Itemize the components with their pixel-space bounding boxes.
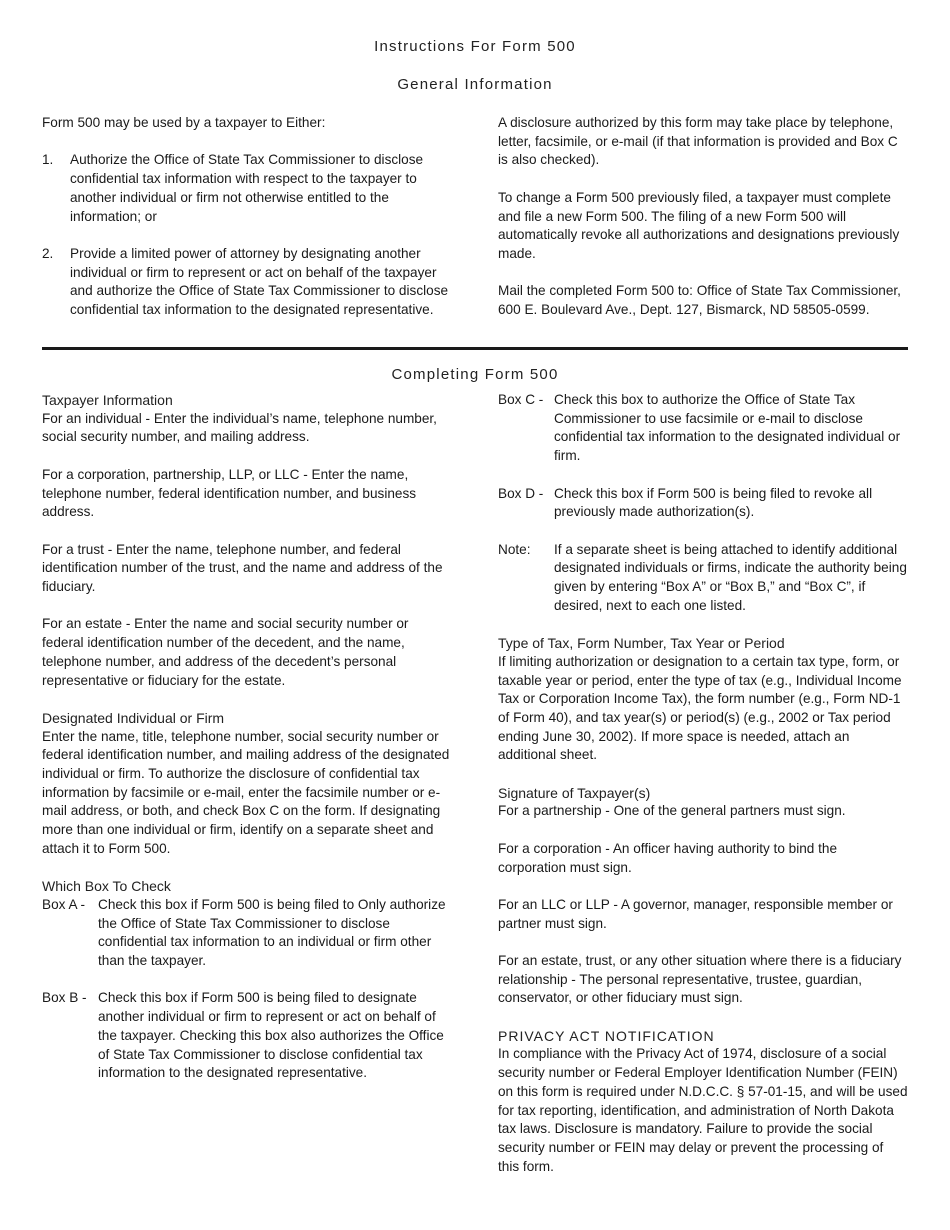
taxpayer-individual: For an individual - Enter the individual’s name, telephone number, social security number, and mailing address. (42, 410, 437, 445)
which-box-heading: Which Box To Check (42, 878, 171, 895)
general-left-column (42, 114, 452, 338)
box-d-item (498, 485, 908, 522)
box-d-text: Check this box if Form 500 is being filed to revoke all previously made authorization(s). (554, 485, 873, 520)
taxpayer-estate: For an estate - Enter the name and social security number or federal identification number of the decedent, and the name, telephone number, and address of the decedent’s personal representative or fiduciary for the estate. (42, 616, 409, 688)
taxpayer-info-heading: Taxpayer Information (42, 392, 173, 408)
signature-partnership: For a partnership - One of the general partners must sign. (498, 803, 846, 819)
box-c-item (498, 391, 908, 466)
signature-corporation: For a corporation - An officer having authority to bind the corporation must sign. (498, 840, 838, 875)
general-intro: Form 500 may be used by a taxpayer to Either: (42, 115, 326, 130)
privacy-heading: PRIVACY ACT NOTIFICATION (498, 1027, 715, 1044)
type-of-tax-text: If limiting authorization or designation to a certain tax type, form, or taxable year or period, enter the type of tax (e.g., Individual Income Tax or Corporation Income Tax), the form number (e.g., Form ND-1 of Form 40), and tax year(s) or period(s) (e.g., 2002 or Tax period ending June 30, 2002). If more space is needed, attach an additional sheet. (498, 653, 902, 763)
taxpayer-corporation: For a corporation, partnership, LLP, or LLC - Enter the name, telephone number, federal identification number, and business address. (42, 466, 417, 520)
item-number: 1. (42, 152, 54, 168)
mail-paragraph: Mail the completed Form 500 to: Office of State Tax Commissioner, 600 E. Boulevard Ave., Dept. 127, Bismarck, ND 58505-0599. (498, 283, 901, 317)
numbered-item (42, 245, 452, 320)
box-b-label: Box B - (42, 990, 87, 1006)
general-right-column (498, 114, 908, 338)
completing-right-column (498, 391, 908, 1195)
box-d-label: Box D - (498, 485, 544, 501)
box-a-label: Box A - (42, 896, 86, 912)
note-text: If a separate sheet is being attached to identify additional designated individuals or firms, indicate the authority being given by entering “Box A” or “Box B,” and “Box C”, if desired, next to each one listed. (554, 541, 907, 613)
signature-estate: For an estate, trust, or any other situation where there is a fiduciary relationship - The personal representative, trustee, guardian, conservator, or other fiduciary must sign. (498, 952, 902, 1006)
type-of-tax-heading: Type of Tax, Form Number, Tax Year or Period (498, 635, 785, 652)
page-title: Instructions For Form 500 (374, 38, 576, 55)
box-b-item (42, 989, 452, 1083)
section-divider (42, 347, 908, 350)
signature-llc: For an LLC or LLP - A governor, manager, responsible member or partner must sign. (498, 896, 893, 931)
note-label: Note: (498, 541, 531, 557)
change-form-paragraph: To change a Form 500 previously filed, a taxpayer must complete and file a new Form 500. The filing of a new Form 500 will automatically revoke all authorizations and designations previously made. (498, 189, 900, 261)
privacy-text: In compliance with the Privacy Act of 1974, disclosure of a social security number or Federal Employer Identification Number (FEIN) on this form is required under N.D.C.C. § 57-01-15, and will be used for tax reporting, identification, and administration of North Dakota tax laws. Disclosure is mandatory. Failure to provide the social security number or FEIN may delay or prevent the processing of this form. (498, 1046, 908, 1174)
designated-text: Enter the name, title, telephone number, social security number or federal identification number, and mailing address of the designated individual or firm. To authorize the disclosure of confidential tax information by facsimile or e-mail, enter the facsimile number or e-mail address, or both, and check Box C on the form. If designating more than one individual or firm, identify on a separate sheet and attach it to Form 500. (42, 728, 450, 856)
note-item (498, 541, 908, 616)
disclosure-paragraph: A disclosure authorized by this form may take place by telephone, letter, facsimile, or e-mail (if that information is provided and Box C is also checked). (498, 115, 898, 168)
designated-heading: Designated Individual or Firm (42, 709, 225, 726)
item-text: Provide a limited power of attorney by designating another individual or firm to represent or act on behalf of the taxpayer and authorize the Office of State Tax Commissioner to disclose confidential tax information to the designated representative. (70, 245, 449, 317)
box-c-text: Check this box to authorize the Office of State Tax Commissioner to use facsimile or e-mail to disclose confidential tax information to the designated individual or firm. (554, 392, 901, 464)
box-a-text: Check this box if Form 500 is being filed to Only authorize the Office of State Tax Commissioner to disclose confidential tax information to an individual or firm other than the taxpayer. (98, 896, 446, 969)
signature-heading: Signature of Taxpayer(s) (498, 784, 651, 801)
general-info-heading: General Information (397, 76, 553, 93)
item-number: 2. (42, 245, 54, 261)
completing-left-column (42, 391, 452, 1102)
box-b-text: Check this box if Form 500 is being filed to designate another individual or firm to represent or act on behalf of the taxpayer. Checking this box also authorizes the Office of State Tax Commissioner to disclose confidential tax information to the designated representative. (98, 990, 444, 1081)
item-text: Authorize the Office of State Tax Commissioner to disclose confidential tax information with respect to the taxpayer to another individual or firm not otherwise entitled to the information; or (70, 152, 424, 224)
taxpayer-trust: For a trust - Enter the name, telephone number, and federal identification number of the trust, and the name and address of the fiduciary. (42, 541, 443, 594)
completing-heading: Completing Form 500 (391, 366, 559, 383)
box-c-label: Box C - (498, 392, 544, 407)
numbered-item (42, 151, 452, 226)
box-a-item (42, 896, 452, 971)
